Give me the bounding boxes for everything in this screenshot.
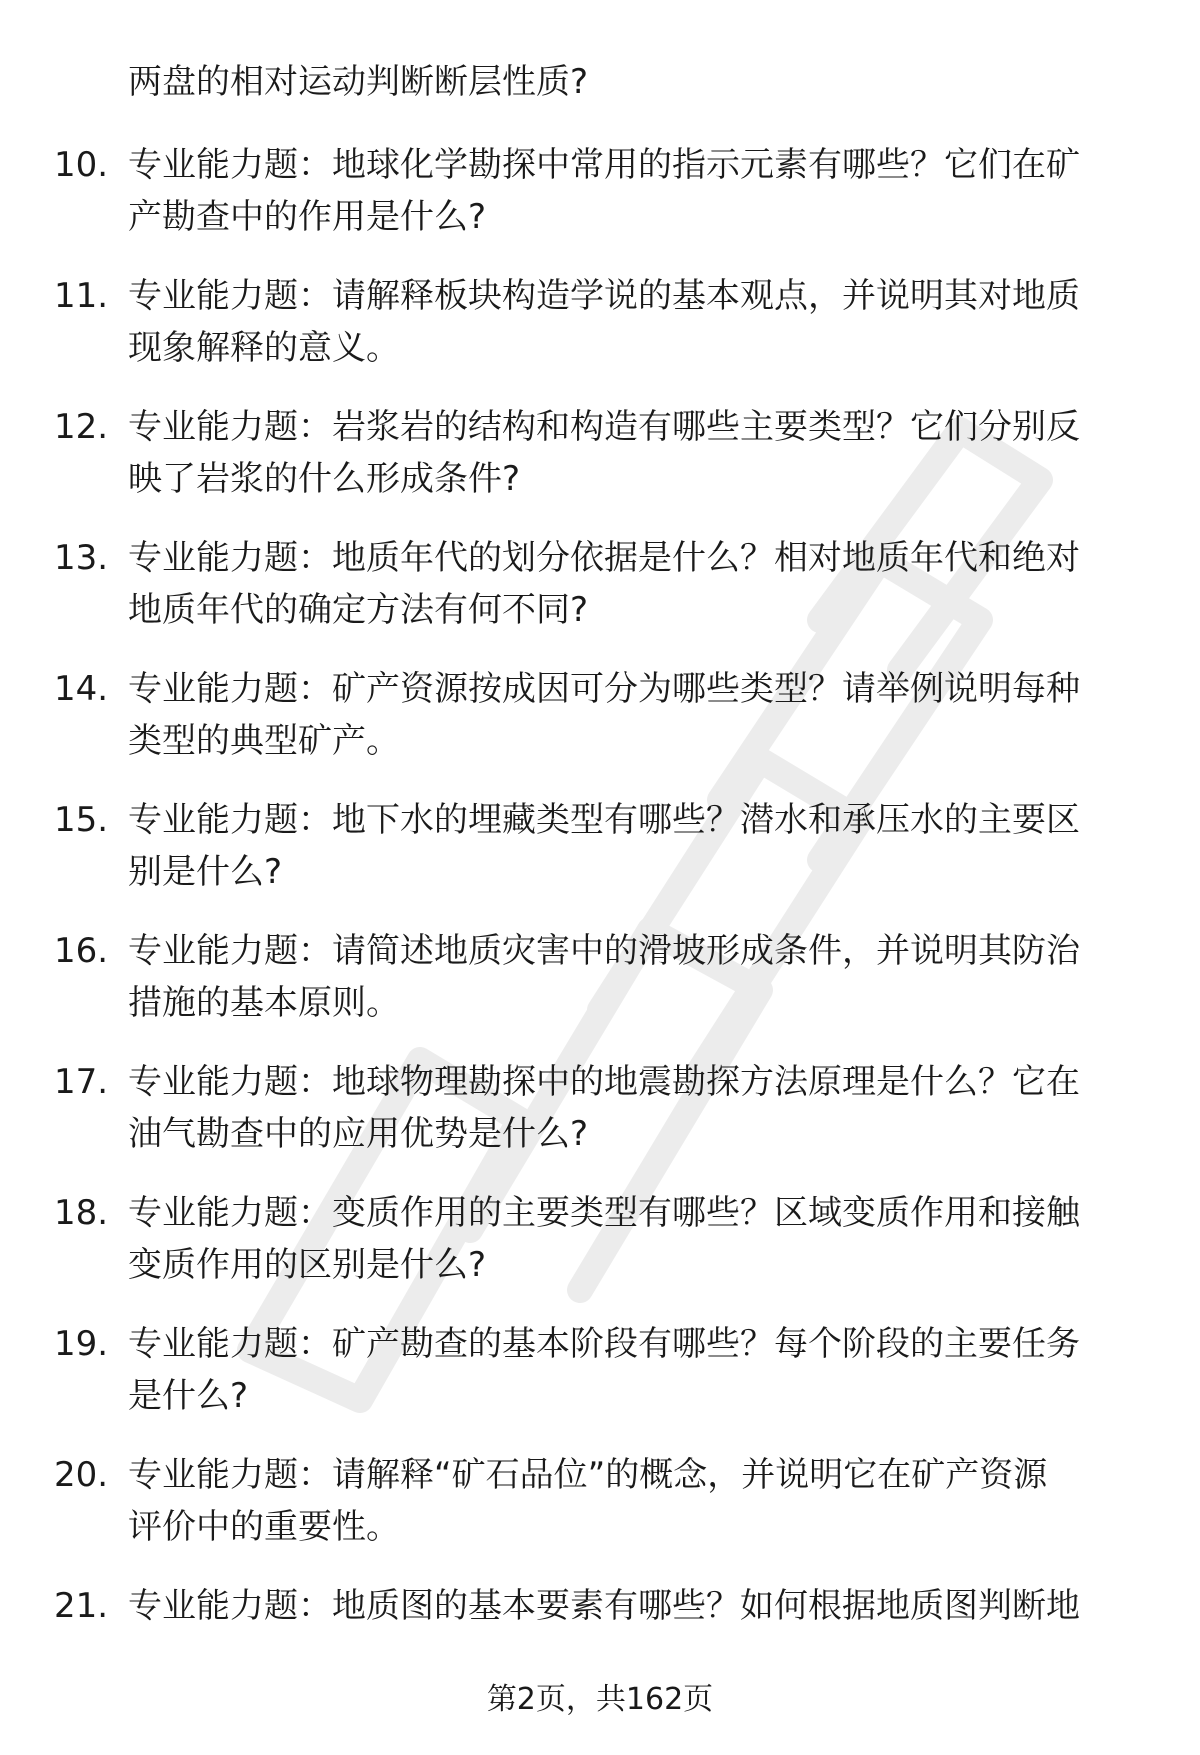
question-item xyxy=(0,532,1200,663)
question-line: 专业能力题：岩浆岩的结构和构造有哪些主要类型？它们分别反 xyxy=(128,407,1080,447)
question-line: 专业能力题：地球物理勘探中的地震勘探方法原理是什么？它在 xyxy=(128,1062,1080,1102)
question-line: 映了岩浆的什么形成条件? xyxy=(128,459,521,499)
question-number: 15. xyxy=(54,800,109,840)
question-line: 评价中的重要性。 xyxy=(128,1507,400,1547)
question-line: 专业能力题：请简述地质灾害中的滑坡形成条件，并说明其防治 xyxy=(128,931,1080,971)
question-number: 17. xyxy=(54,1062,109,1102)
question-number: 12. xyxy=(54,407,109,447)
question-item xyxy=(0,794,1200,925)
question-text xyxy=(128,794,1138,898)
question-number: 21. xyxy=(54,1586,109,1626)
question-line: 专业能力题：地质年代的划分依据是什么？相对地质年代和绝对 xyxy=(128,538,1080,578)
question-line: 油气勘查中的应用优势是什么? xyxy=(128,1114,589,1154)
question-list xyxy=(0,139,1200,1711)
question-number: 10. xyxy=(54,145,109,185)
question-number: 16. xyxy=(54,931,109,971)
question-number: 20. xyxy=(54,1455,109,1495)
question-line: 专业能力题：请解释“矿石品位”的概念，并说明它在矿产资源 xyxy=(128,1455,1048,1495)
question-text xyxy=(128,1580,1138,1632)
question-text xyxy=(128,1187,1138,1291)
question-number: 13. xyxy=(54,538,109,578)
question-text xyxy=(128,532,1138,636)
question-line: 专业能力题：地球化学勘探中常用的指示元素有哪些？它们在矿 xyxy=(128,145,1080,185)
question-item xyxy=(0,1187,1200,1318)
question-line: 专业能力题：地下水的埋藏类型有哪些？潜水和承压水的主要区 xyxy=(128,800,1080,840)
question-item xyxy=(0,925,1200,1056)
question-line: 专业能力题：地质图的基本要素有哪些？如何根据地质图判断地 xyxy=(128,1586,1080,1626)
question-number: 18. xyxy=(54,1193,109,1233)
question-line: 类型的典型矿产。 xyxy=(128,721,400,761)
question-text xyxy=(128,663,1138,767)
question-item xyxy=(0,1056,1200,1187)
question-text xyxy=(128,1056,1138,1160)
question-line: 现象解释的意义。 xyxy=(128,328,400,368)
question-line: 别是什么? xyxy=(128,852,283,892)
question-text xyxy=(128,1449,1138,1553)
question-line: 变质作用的区别是什么? xyxy=(128,1245,487,1285)
question-item xyxy=(0,663,1200,794)
question-item xyxy=(0,1318,1200,1449)
question-number: 19. xyxy=(54,1324,109,1364)
question-line: 专业能力题：变质作用的主要类型有哪些？区域变质作用和接触 xyxy=(128,1193,1080,1233)
question-number: 11. xyxy=(54,276,109,316)
question-line: 产勘查中的作用是什么? xyxy=(128,197,487,237)
question-text xyxy=(128,139,1138,243)
question-text xyxy=(128,925,1138,1029)
question-line: 专业能力题：矿产勘查的基本阶段有哪些？每个阶段的主要任务 xyxy=(128,1324,1080,1364)
question-item xyxy=(0,1449,1200,1580)
question-text xyxy=(128,270,1138,374)
continuation-text: 两盘的相对运动判断断层性质? xyxy=(128,62,589,102)
question-number: 14. xyxy=(54,669,109,709)
question-line: 地质年代的确定方法有何不同? xyxy=(128,590,589,630)
question-text xyxy=(128,1318,1138,1422)
question-line: 是什么? xyxy=(128,1376,249,1416)
question-item xyxy=(0,401,1200,532)
question-line: 专业能力题：请解释板块构造学说的基本观点，并说明其对地质 xyxy=(128,276,1080,316)
question-item xyxy=(0,139,1200,270)
question-line: 专业能力题：矿产资源按成因可分为哪些类型？请举例说明每种 xyxy=(128,669,1080,709)
question-line: 措施的基本原则。 xyxy=(128,983,400,1023)
question-item xyxy=(0,270,1200,401)
question-text xyxy=(128,401,1138,505)
page-number-footer: 第2页，共162页 xyxy=(486,1682,714,1717)
